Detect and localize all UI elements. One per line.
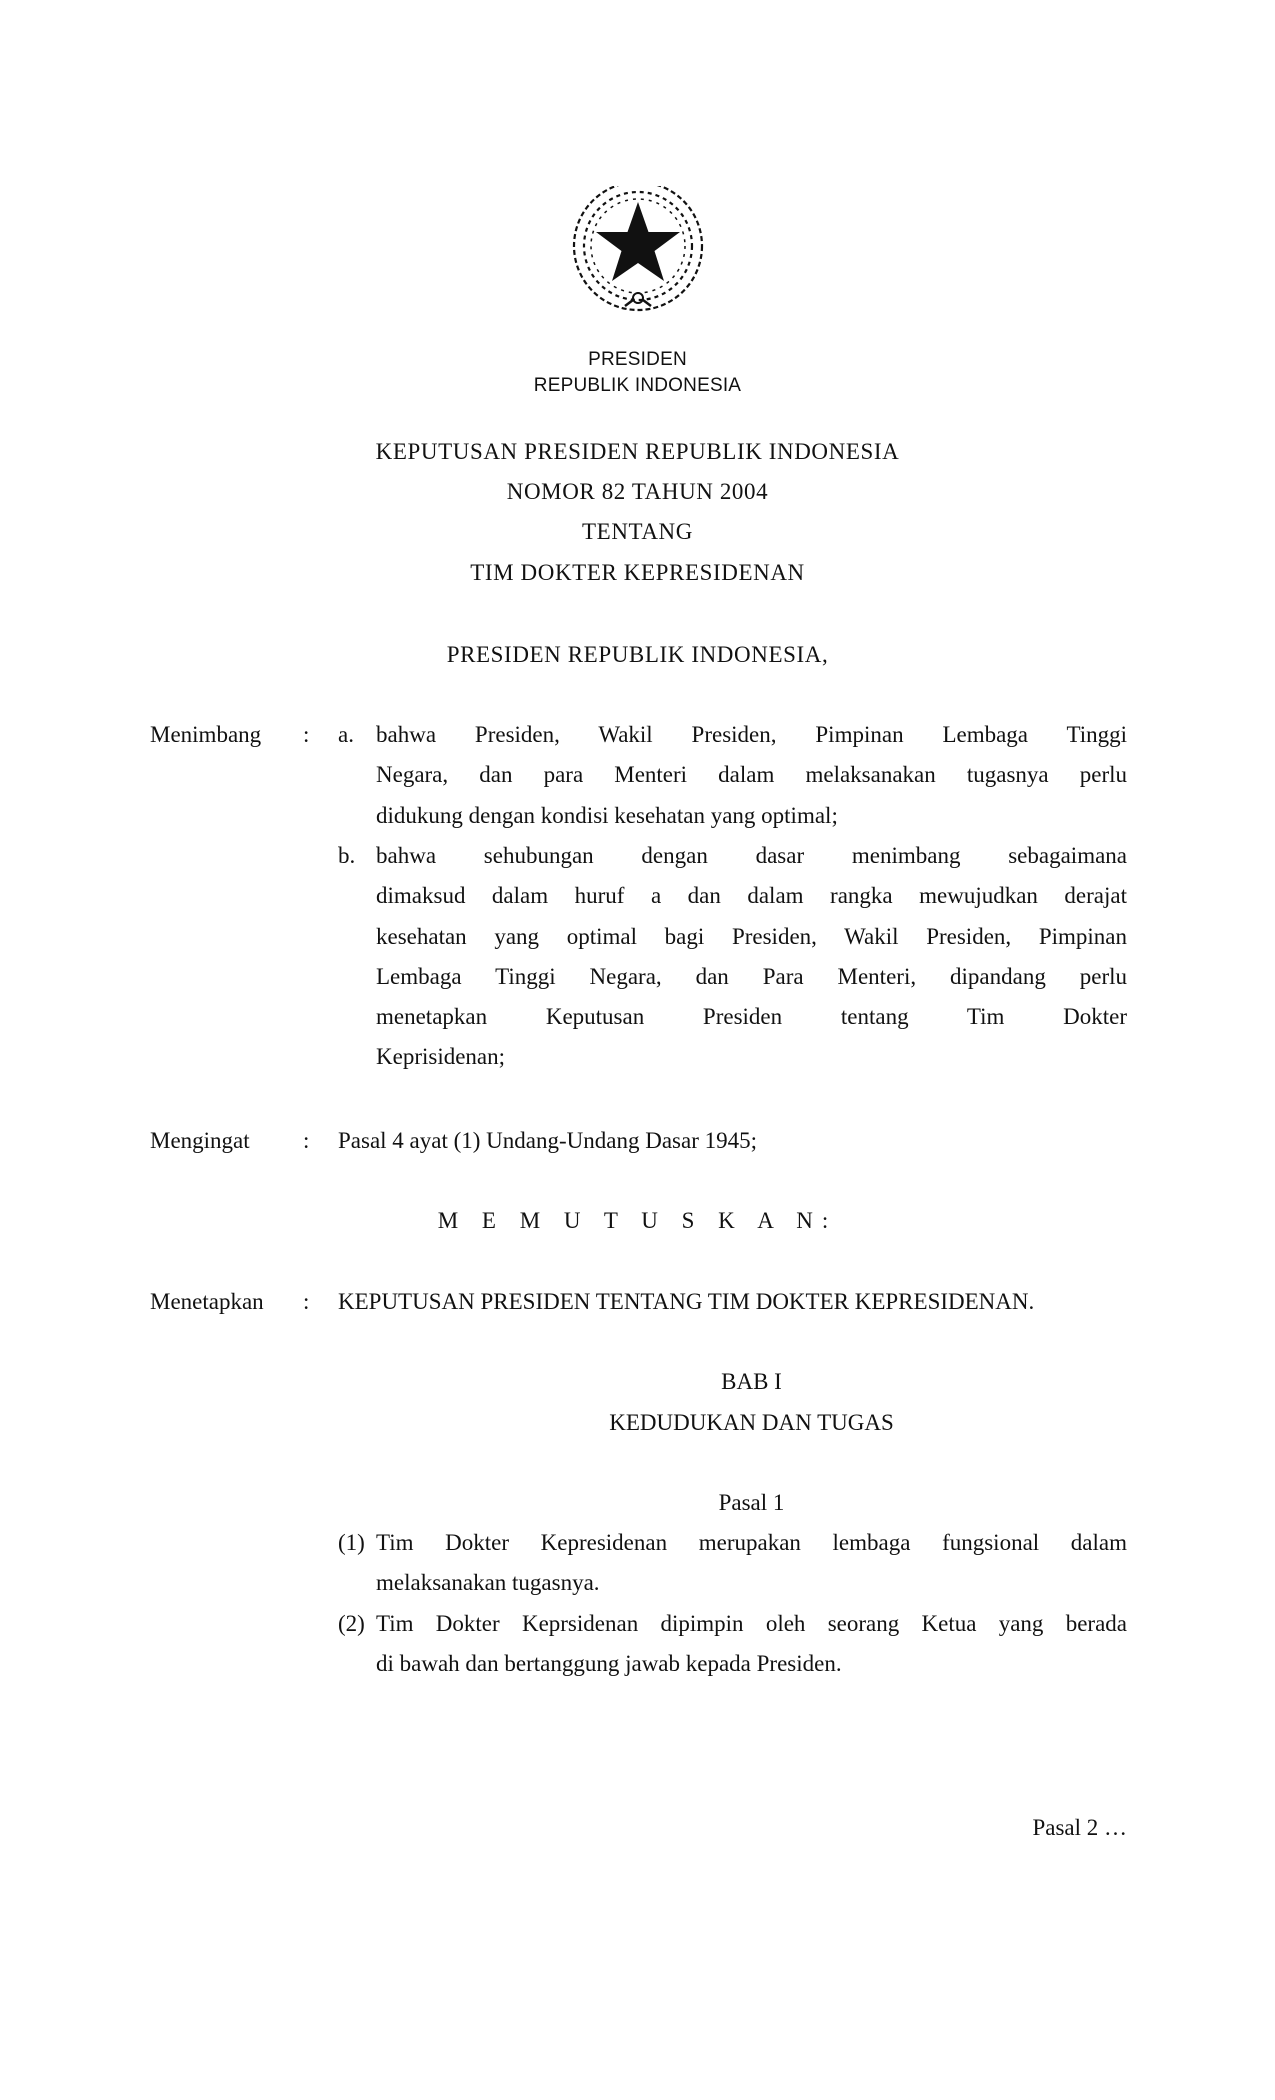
bab-number: BAB I — [721, 1369, 782, 1394]
document-tentang: TENTANG — [582, 519, 693, 544]
menetapkan-colon: : — [303, 1289, 310, 1314]
mengingat-colon: : — [303, 1128, 310, 1153]
presidential-emblem-icon — [563, 174, 713, 324]
menimbang-label: Menimbang — [150, 722, 262, 747]
document-number: NOMOR 82 TAHUN 2004 — [506, 479, 769, 504]
document-subject: TIM DOKTER KEPRESIDENAN — [470, 560, 805, 585]
page-continuation: Pasal 2 … — [1032, 1815, 1127, 1840]
pasal-1-item-1 — [376, 1523, 1127, 1604]
mengingat-label: Mengingat — [150, 1128, 250, 1153]
text-line: bahwa sehubungan dengan dasar menimbang sebagaimana — [376, 843, 1127, 868]
menetapkan-label: Menetapkan — [150, 1289, 264, 1314]
menimbang-colon: : — [303, 722, 310, 747]
letterhead-line-1: PRESIDEN — [588, 349, 687, 370]
letterhead-line-2: REPUBLIK INDONESIA — [533, 375, 742, 396]
text-line: kesehatan yang optimal bagi Presiden, Wakil Presiden, Pimpinan — [376, 923, 1127, 949]
pasal-1-item-2-marker: (2) — [338, 1611, 365, 1636]
document-title: KEPUTUSAN PRESIDEN REPUBLIK INDONESIA — [375, 439, 900, 464]
text-line: dimaksud dalam huruf a dan dalam rangka mewujudkan derajat — [376, 883, 1127, 909]
text-line: di bawah dan bertanggung jawab kepada Presiden. — [376, 1651, 842, 1677]
bab-title: KEDUDUKAN DAN TUGAS — [609, 1410, 894, 1435]
pasal-1-heading: Pasal 1 — [718, 1490, 785, 1515]
menetapkan-text: KEPUTUSAN PRESIDEN TENTANG TIM DOKTER KEPRESIDENAN. — [338, 1289, 1035, 1314]
memutuskan-heading: M E M U T U S K A N: — [437, 1208, 838, 1233]
menimbang-item-b — [376, 836, 1127, 1078]
pasal-1-item-1-marker: (1) — [338, 1530, 365, 1555]
text-line: Tim Dokter Keprsidenan dipimpin oleh seorang Ketua yang berada — [376, 1611, 1127, 1636]
menimbang-item-a-marker: a. — [338, 722, 354, 747]
text-line: Keprisidenan; — [376, 1044, 506, 1070]
text-line: didukung dengan kondisi kesehatan yang optimal; — [376, 802, 838, 828]
text-line: menetapkan Keputusan Presiden tentang Tim Dokter — [376, 1004, 1127, 1030]
issuer: PRESIDEN REPUBLIK INDONESIA, — [446, 642, 829, 667]
pasal-1-item-2 — [376, 1604, 1127, 1685]
text-line: Negara, dan para Menteri dalam melaksanakan tugasnya perlu — [376, 762, 1127, 788]
menimbang-item-a — [376, 715, 1127, 836]
text-line: melaksanakan tugasnya. — [376, 1570, 600, 1596]
text-line: Lembaga Tinggi Negara, dan Para Menteri, dipandang perlu — [376, 963, 1127, 989]
mengingat-text: Pasal 4 ayat (1) Undang-Undang Dasar 1945; — [338, 1128, 757, 1153]
text-line: Tim Dokter Kepresidenan merupakan lembaga fungsional dalam — [376, 1530, 1127, 1555]
menimbang-item-b-marker: b. — [338, 843, 356, 868]
text-line: bahwa Presiden, Wakil Presiden, Pimpinan Lembaga Tinggi — [376, 722, 1127, 747]
